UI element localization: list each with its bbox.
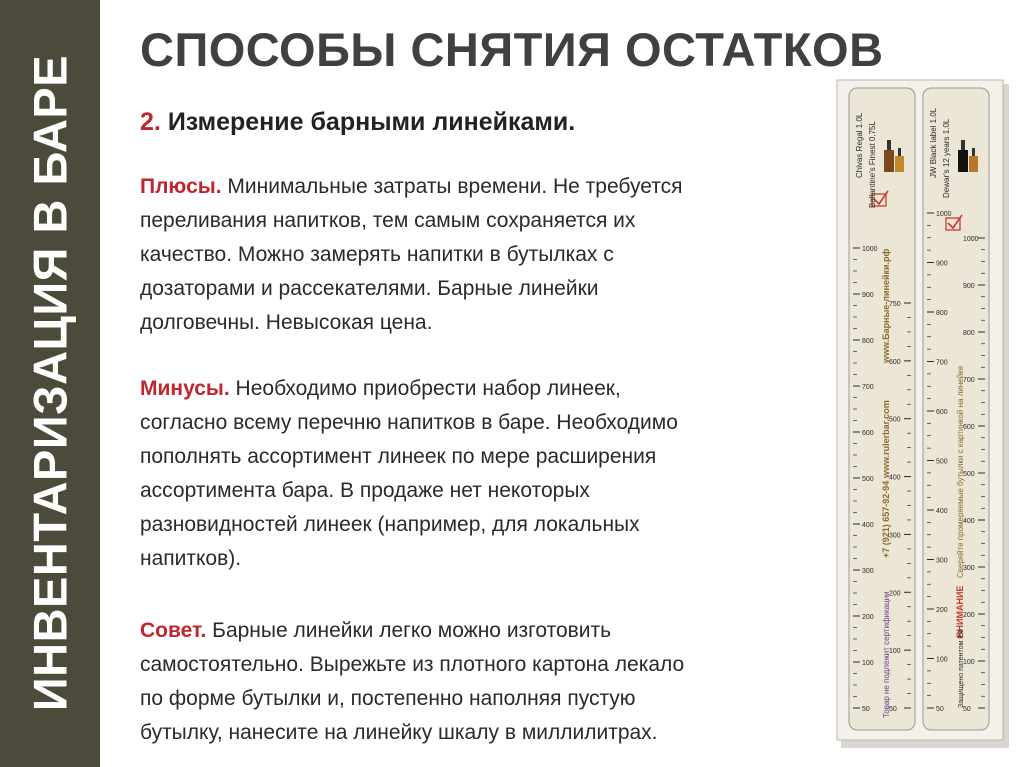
ruler-tick-label: 400 bbox=[963, 518, 975, 525]
ruler-site-label: www.Барные-линейки.рф bbox=[881, 248, 891, 363]
ruler-tick-label: 900 bbox=[963, 283, 975, 290]
ruler-note-label: Сверяйте промеряемые бутылки с картинкой на линейке bbox=[956, 365, 965, 578]
ruler-tick-label: 900 bbox=[862, 292, 874, 299]
ruler-tick-label: 800 bbox=[862, 338, 874, 345]
ruler-tick-label: 200 bbox=[862, 614, 874, 621]
pros-line: качество. Можно замерять напитки в бутылках с bbox=[140, 243, 614, 266]
section-title: Измерение барными линейками. bbox=[167, 108, 576, 136]
sidebar-title: ИНВЕНТАРИЗАЦИЯ В БАРЕ bbox=[23, 54, 77, 712]
ruler-warning-label: ВНИМАНИЕ bbox=[955, 585, 965, 638]
tip-line: по форме бутылки и, постепенно наполняя пустую bbox=[140, 687, 636, 710]
section-heading bbox=[140, 108, 575, 137]
tip-paragraph bbox=[140, 614, 830, 750]
bar-ruler-illustration bbox=[835, 78, 1013, 750]
ruler-tick-label: 750 bbox=[889, 301, 901, 308]
tip-line: бутылку, нанесите на линейку шкалу в миллилитрах. bbox=[140, 721, 658, 744]
pros-line: Минимальные затраты времени. Не требуется bbox=[227, 175, 683, 198]
ruler-tick-label: 700 bbox=[963, 377, 975, 384]
bar-ruler-image bbox=[835, 78, 1013, 750]
ruler-tick-label: 200 bbox=[963, 612, 975, 619]
ruler-tick-label: 50 bbox=[936, 706, 944, 713]
ruler-tick-label: 800 bbox=[963, 330, 975, 337]
cons-line: Необходимо приобрести набор линеек, bbox=[235, 377, 621, 400]
ruler-tick-label: 400 bbox=[862, 522, 874, 529]
ruler-tick-label: 1000 bbox=[963, 236, 979, 243]
ruler-brand-label: Dewar's 12 years 1.0L bbox=[942, 118, 951, 198]
cons-line: согласно всему перечню напитков в баре. Необходимо bbox=[140, 411, 678, 434]
ruler-tick-label: 300 bbox=[963, 565, 975, 572]
ruler-brand-label: Chivas Regal 1.0L bbox=[855, 112, 864, 178]
ruler-tick-label: 300 bbox=[936, 557, 948, 565]
ruler-phone-label: +7 (921) 657-92-94 bbox=[881, 480, 891, 558]
tip-line: самостоятельно. Вырежьте из плотного картона лекало bbox=[140, 653, 685, 676]
ruler-brand-label: JW Black label 1.0L bbox=[929, 107, 938, 178]
pros-line: дозаторами и рассекателями. Барные линейки bbox=[140, 277, 599, 300]
ruler-tick-label: 100 bbox=[936, 656, 948, 664]
ruler-tick-label: 300 bbox=[889, 532, 901, 540]
cons-line: напитков). bbox=[140, 547, 242, 570]
ruler-cert-label: Товар не подлежит сертификации bbox=[882, 591, 891, 718]
ruler-tick-label: 700 bbox=[862, 384, 874, 391]
ruler-tick-label: 600 bbox=[936, 409, 948, 416]
tip-line: Барные линейки легко можно изготовить bbox=[212, 619, 612, 642]
ruler-tick-label: 300 bbox=[862, 568, 874, 575]
ruler-tick-label: 50 bbox=[862, 706, 870, 713]
ruler-tick-label: 500 bbox=[889, 416, 901, 424]
ruler-tick-label: 200 bbox=[889, 590, 901, 598]
ruler-tick-label: 800 bbox=[936, 310, 948, 317]
ruler-tick-label: 100 bbox=[963, 659, 975, 666]
ruler-tick-label: 1000 bbox=[936, 211, 952, 218]
ruler-tick-label: 600 bbox=[889, 358, 901, 366]
ruler-tick-label: 600 bbox=[862, 430, 874, 437]
ruler-tick-label: 50 bbox=[963, 706, 971, 713]
cons-label: Минусы. bbox=[140, 377, 230, 400]
ruler-site-label: www.rulerbar.com bbox=[881, 400, 891, 478]
cons-line: пополнять ассортимент линеек по мере расширения bbox=[140, 445, 657, 468]
pros-paragraph bbox=[140, 170, 830, 340]
cons-line: ассортимента бара. В продаже нет некоторых bbox=[140, 479, 590, 502]
section-number: 2. bbox=[140, 108, 161, 136]
ruler-brand-label: Ballantine's Finest 0,75L bbox=[868, 121, 877, 208]
ruler-tick-label: 500 bbox=[862, 476, 874, 483]
ruler-tick-label: 50 bbox=[889, 706, 897, 713]
sidebar-banner bbox=[0, 0, 100, 767]
ruler-tick-label: 100 bbox=[889, 648, 901, 656]
page-title: СПОСОБЫ СНЯТИЯ ОСТАТКОВ bbox=[140, 23, 884, 76]
ruler-tick-label: 400 bbox=[936, 508, 948, 515]
ruler-tick-label: 100 bbox=[862, 660, 874, 667]
ruler-tick-label: 500 bbox=[963, 471, 975, 478]
ruler-tick-label: 600 bbox=[963, 424, 975, 431]
pros-line: долговечны. Невысокая цена. bbox=[140, 311, 433, 334]
ruler-tick-label: 500 bbox=[936, 458, 948, 466]
ruler-tick-label: 700 bbox=[936, 359, 948, 367]
tip-label: Совет. bbox=[140, 619, 207, 642]
ruler-patent-label: Защищено патентом РФ bbox=[958, 628, 965, 708]
ruler-tick-label: 200 bbox=[936, 607, 948, 614]
ruler-tick-label: 400 bbox=[889, 474, 901, 482]
pros-label: Плюсы. bbox=[140, 175, 222, 198]
ruler-tick-label: 1000 bbox=[862, 246, 878, 253]
cons-paragraph bbox=[140, 372, 830, 576]
cons-line: разновидностей линеек (например, для локальных bbox=[140, 513, 640, 536]
ruler-tick-label: 900 bbox=[936, 260, 948, 268]
pros-line: переливания напитков, тем самым сохраняется их bbox=[140, 209, 636, 232]
